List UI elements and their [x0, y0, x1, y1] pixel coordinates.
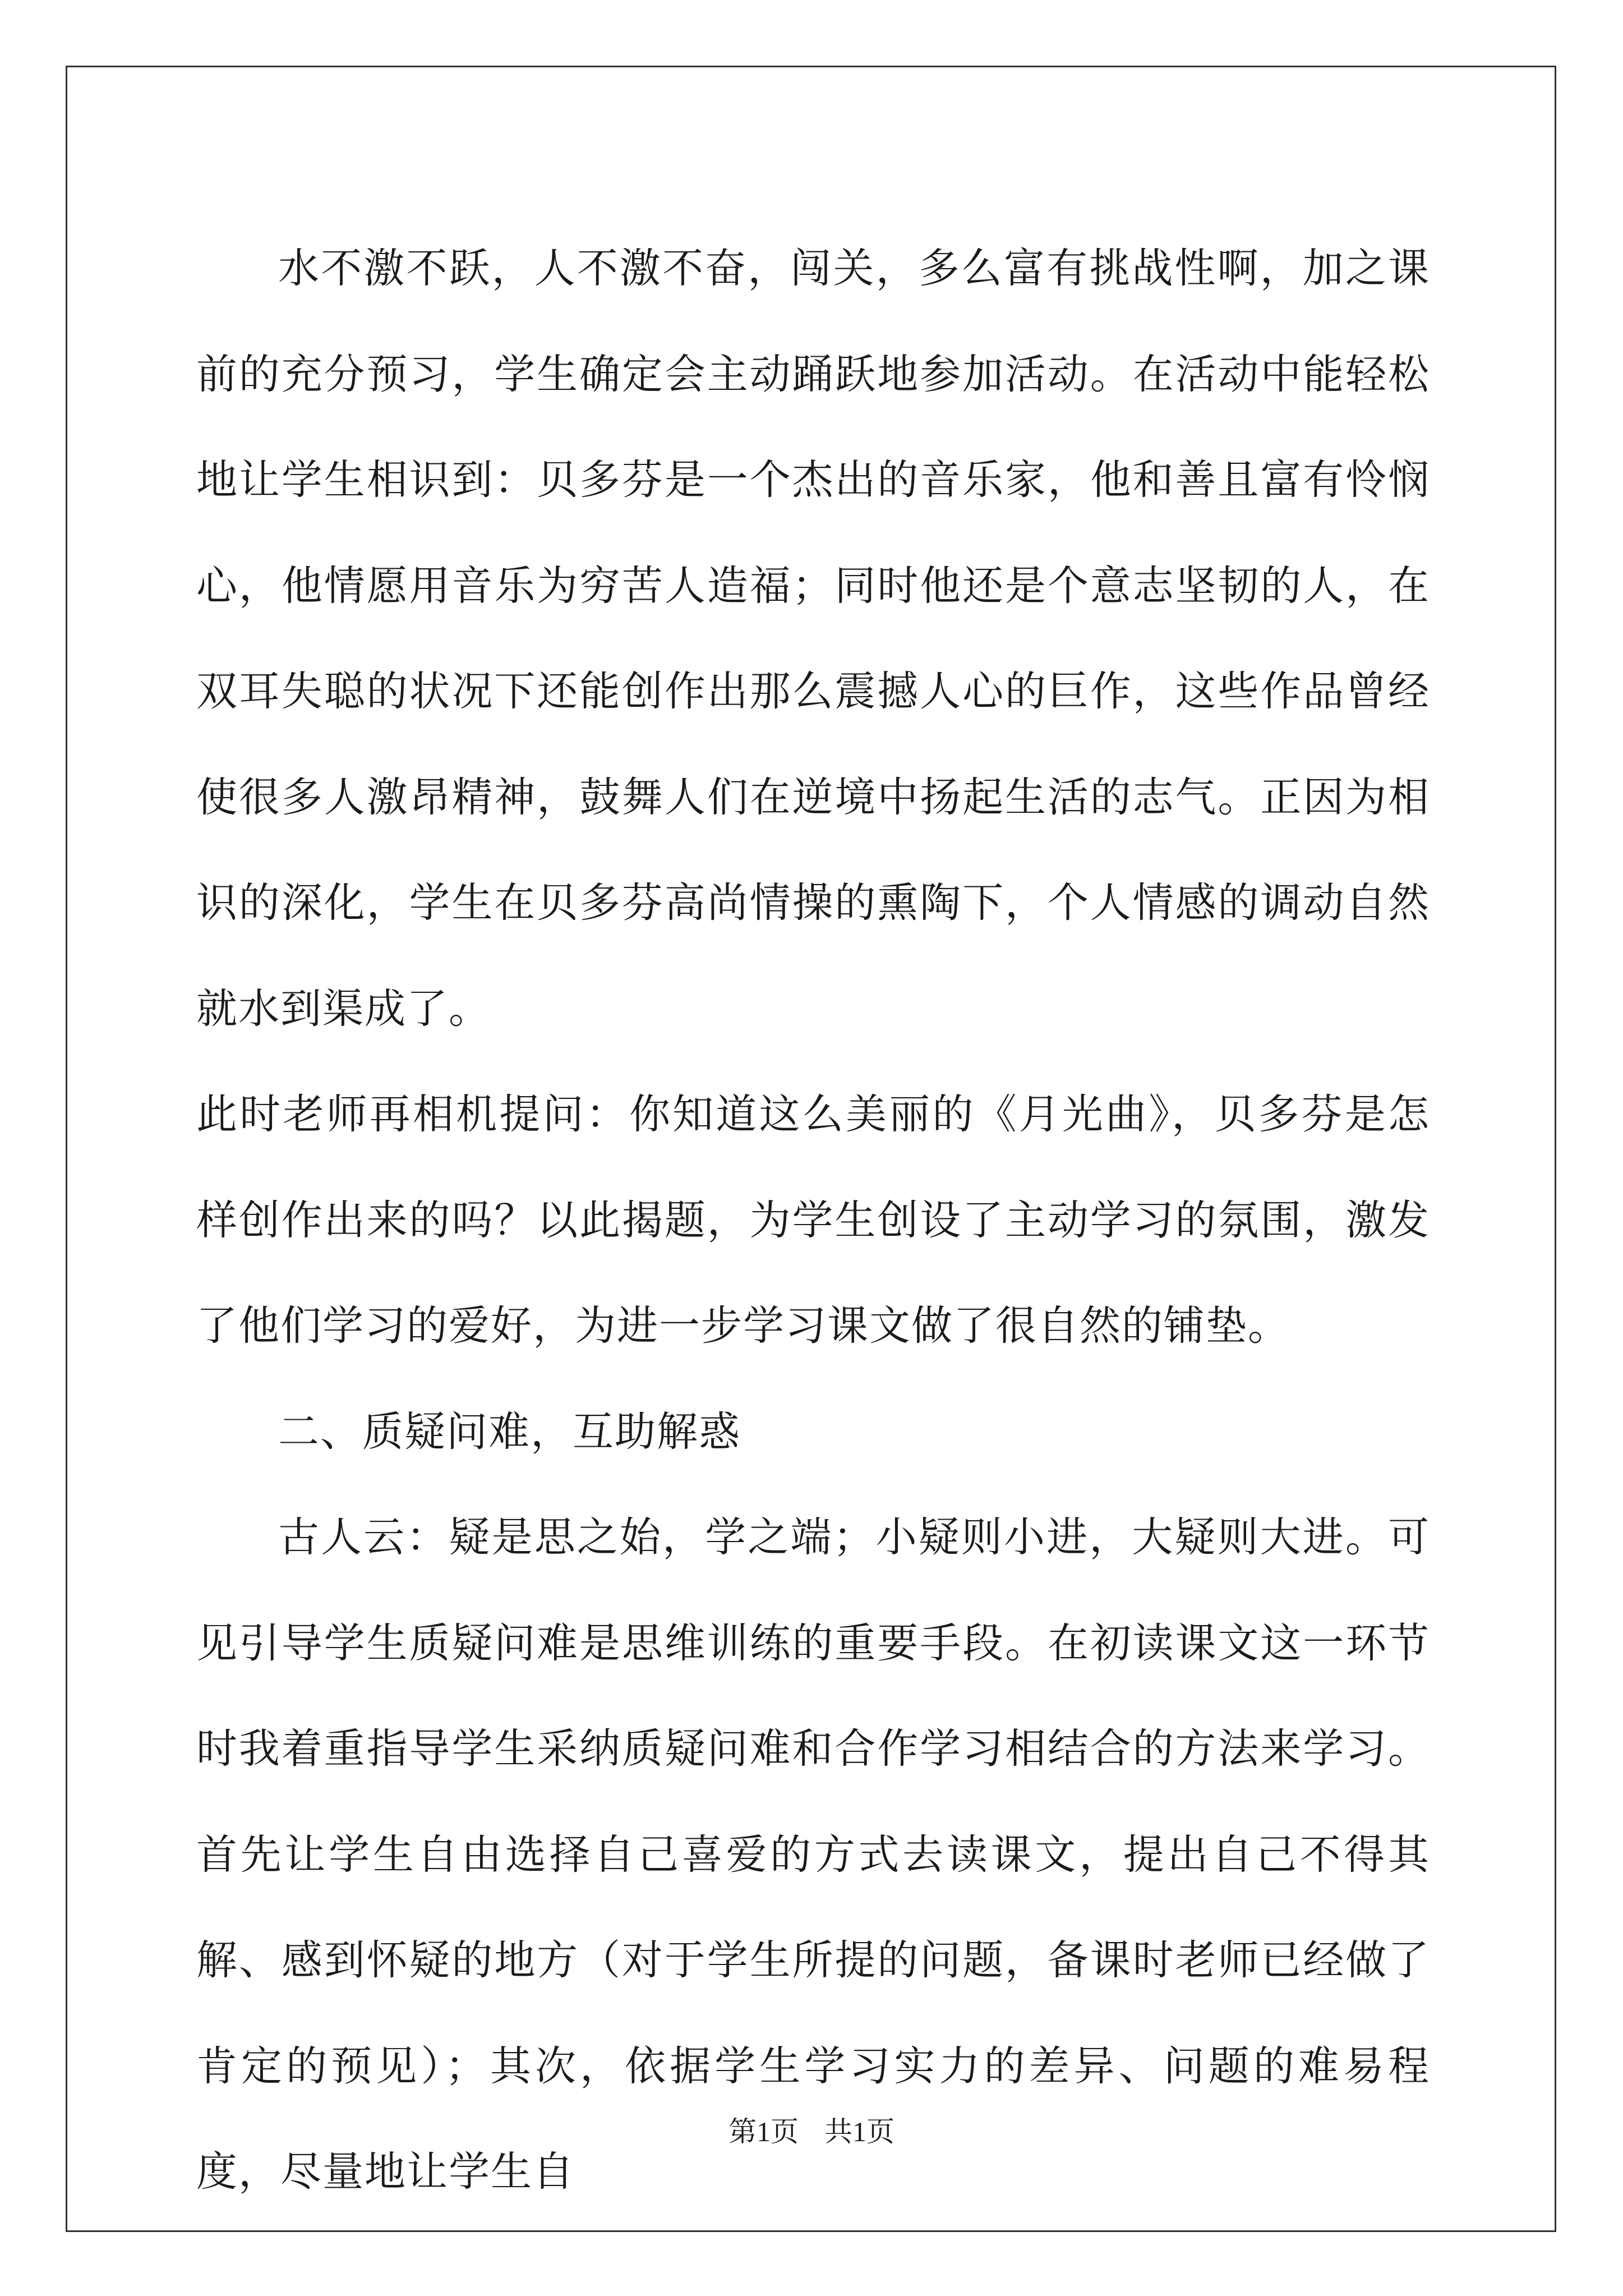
paragraph: 水不激不跃，人不激不奋，闯关，多么富有挑战性啊，加之课前的充分预习，学生确定会主动踊跃地参加活动。在活动中能轻松地让学生相识到：贝多芬是一个杰出的音乐家，他和善且富有怜悯心，他情愿用音乐为穷苦人造福；同时他还是个意志坚韧的人，在双耳失聪的状况下还能创作出那么震撼人心的巨作，这些作品曾经使很多人激昂精神，鼓舞人们在逆境中扬起生活的志气。正因为相识的深化，学生在贝多芬高尚情操的熏陶下，个人情感的调动自然就水到渠成了。: [196, 245, 1430, 1033]
page-number: 第1页: [728, 2116, 799, 2147]
paragraph: 此时老师再相机提问：你知道这么美丽的《月光曲》，贝多芬是怎样创作出来的吗？以此揭题，为学生创设了主动学习的氛围，激发了他们学习的爱好，为进一步学习课文做了很自然的铺垫。: [196, 1091, 1430, 1350]
page-footer: [0, 2115, 1623, 2148]
total-pages: 共1页: [824, 2116, 895, 2147]
paragraph: 古人云：疑是思之始，学之端；小疑则小进，大疑则大进。可见引导学生质疑问难是思维训练的重要手段。在初读课文这一环节时我着重指导学生采纳质疑问难和合作学习相结合的方法来学习。首先让学生自由选择自己喜爱的方式去读课文，提出自己不得其解、感到怀疑的地方（对于学生所提的问题，备课时老师已经做了肯定的预见）；其次，依据学生学习实力的差异、问题的难易程度，尽量地让学生自: [196, 1513, 1430, 2196]
section-heading: 二、质疑问难，互助解惑: [278, 1407, 741, 1456]
document-body: [196, 216, 1430, 2225]
